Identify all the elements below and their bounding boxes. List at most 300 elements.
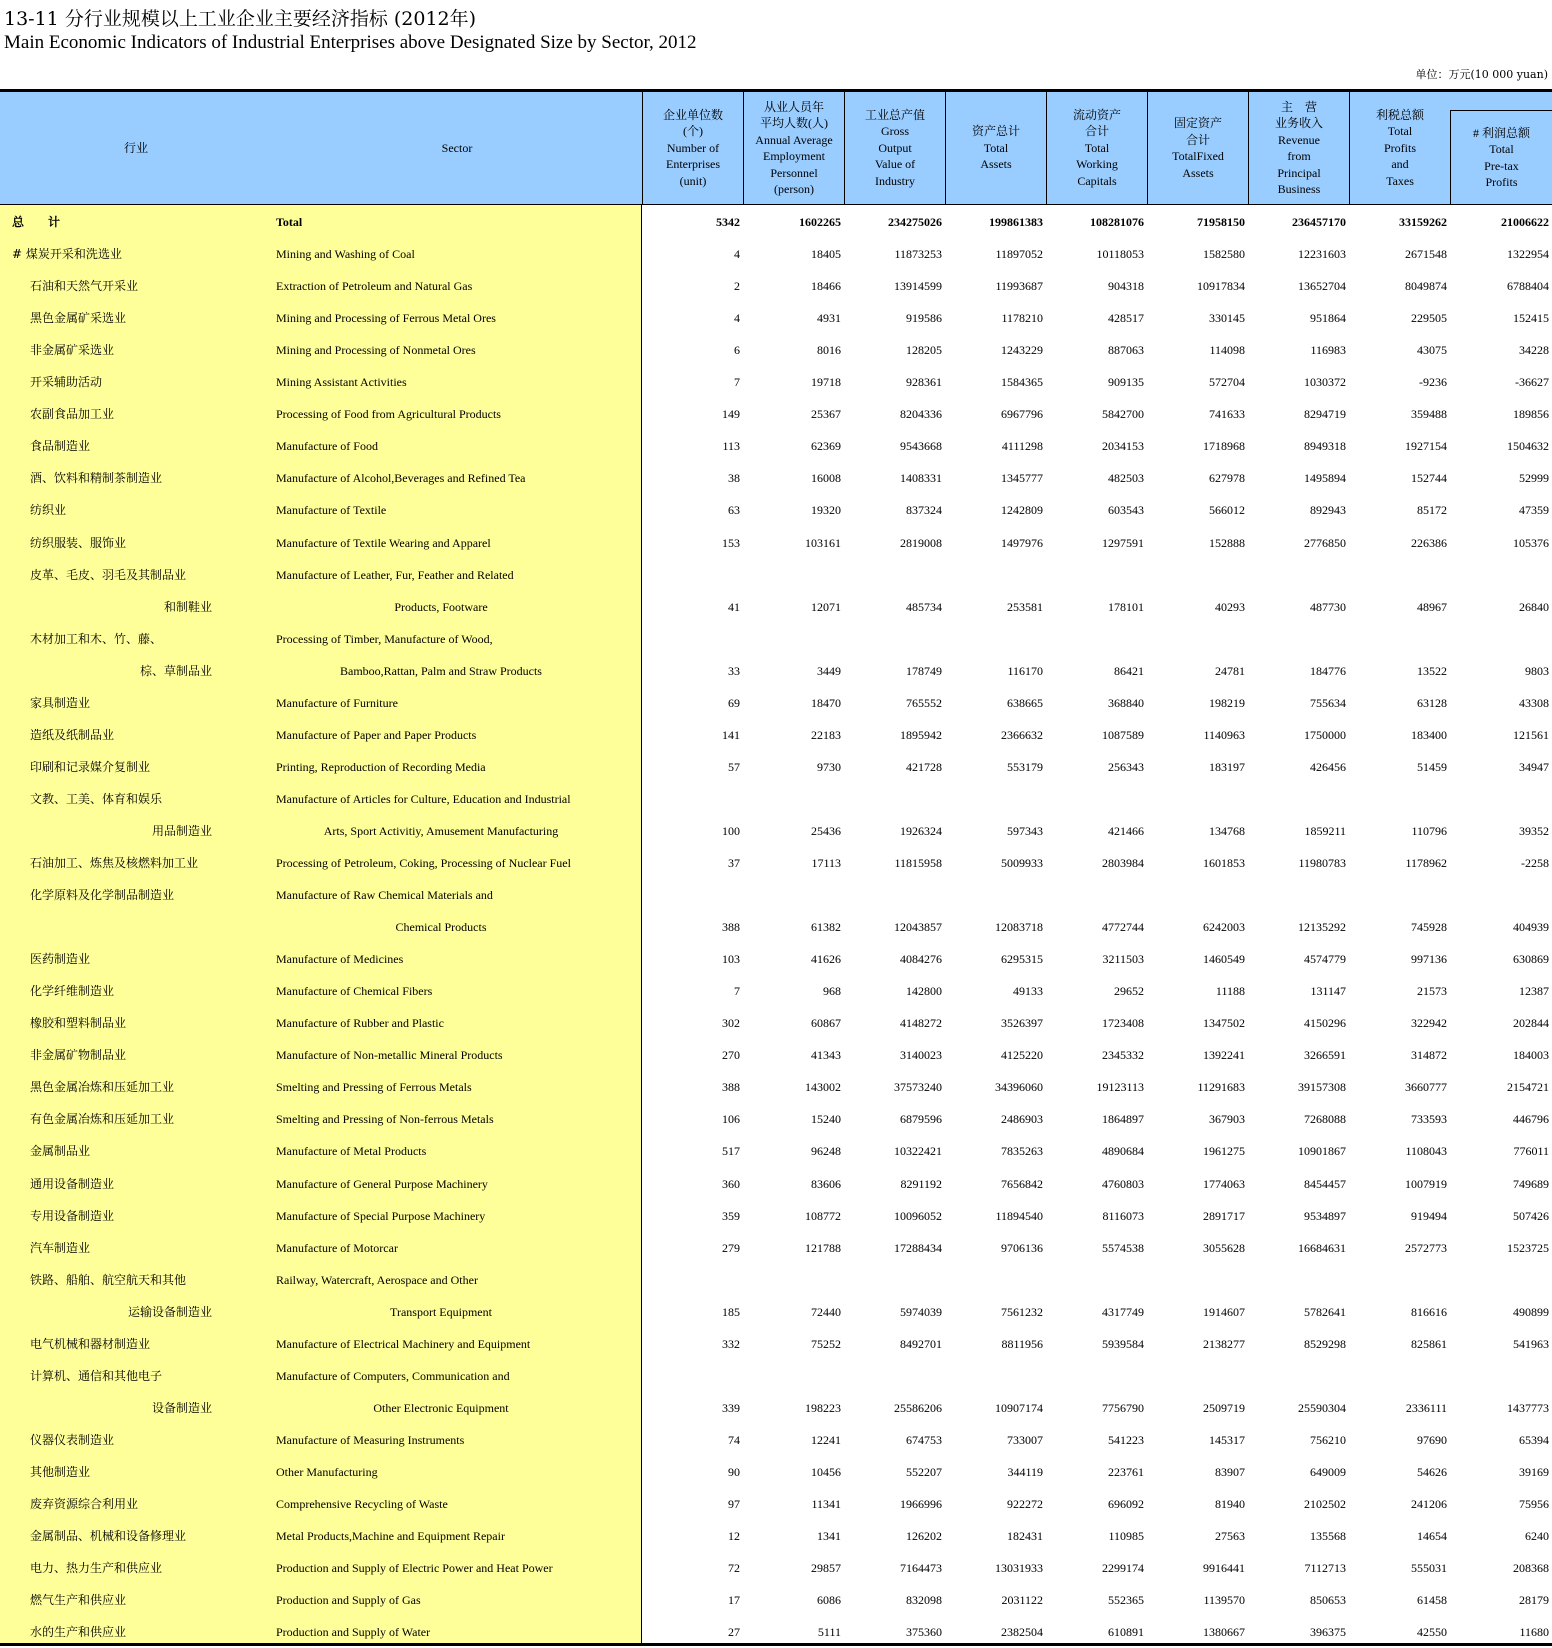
value-cell: 1242809 bbox=[1001, 503, 1043, 518]
sector-name-chinese: 仪器仪表制造业 bbox=[30, 1432, 115, 1447]
sector-name-english: Smelting and Pressing of Non-ferrous Metals bbox=[276, 1112, 494, 1127]
value-cell bbox=[1450, 1360, 1549, 1392]
value-cell: 145317 bbox=[1209, 1432, 1245, 1447]
value-cell: 18470 bbox=[811, 695, 841, 710]
value-cell: 1087589 bbox=[1102, 727, 1144, 742]
value-cell: 19718 bbox=[811, 375, 841, 390]
value-cell bbox=[1248, 1360, 1346, 1392]
value-cell bbox=[1248, 879, 1346, 911]
value-cell bbox=[1046, 783, 1144, 815]
sector-name-chinese: 开采辅助活动 bbox=[30, 375, 103, 390]
table-row bbox=[0, 366, 1552, 398]
value-cell: 1961275 bbox=[1203, 1144, 1245, 1159]
value-cell: 10456 bbox=[811, 1464, 841, 1479]
value-cell bbox=[1046, 559, 1144, 591]
value-cell: 60867 bbox=[811, 1016, 841, 1031]
sector-name-chinese: 非金属矿采选业 bbox=[30, 343, 115, 358]
value-cell: 37573240 bbox=[894, 1080, 942, 1095]
table-row bbox=[0, 623, 1552, 655]
column-header: 从业人员年 平均人数(人) Annual Average Employment Personnel (person) bbox=[743, 92, 844, 204]
table-row bbox=[0, 815, 1552, 847]
sector-name-english: Manufacture of Articles for Culture, Education and Industrial bbox=[276, 791, 571, 806]
value-cell: 8016 bbox=[817, 343, 841, 358]
value-cell: 627978 bbox=[1209, 471, 1245, 486]
unit-label: 单位：万元(10 000 yuan) bbox=[1415, 68, 1548, 81]
value-cell: 541223 bbox=[1108, 1432, 1144, 1447]
value-cell bbox=[743, 559, 841, 591]
value-cell: 2803984 bbox=[1102, 856, 1144, 870]
value-cell: 12071 bbox=[811, 599, 841, 614]
value-cell: 2 bbox=[734, 279, 740, 294]
value-cell: 97690 bbox=[1417, 1432, 1447, 1447]
value-cell: 1178210 bbox=[1001, 311, 1043, 326]
value-cell: 485734 bbox=[906, 599, 942, 614]
sector-name-english: Manufacture of Food bbox=[276, 439, 378, 454]
column-header: # 利润总额 Total Pre-tax Profits bbox=[1450, 110, 1552, 204]
value-cell: 51459 bbox=[1417, 759, 1447, 774]
value-cell: 375360 bbox=[906, 1625, 942, 1640]
table-row bbox=[0, 1135, 1552, 1167]
sector-name-chinese: 酒、饮料和精制茶制造业 bbox=[30, 471, 163, 486]
value-cell: 892943 bbox=[1310, 503, 1346, 518]
table-row bbox=[0, 1007, 1552, 1039]
value-cell: 1297591 bbox=[1102, 535, 1144, 550]
value-cell: 97 bbox=[728, 1497, 740, 1511]
value-cell: 1523725 bbox=[1507, 1240, 1549, 1255]
value-cell: 555031 bbox=[1411, 1561, 1447, 1576]
value-cell: 1895942 bbox=[900, 727, 942, 742]
value-cell: 63128 bbox=[1417, 695, 1447, 710]
value-cell: 13914599 bbox=[894, 279, 942, 294]
value-cell: 178749 bbox=[906, 663, 942, 678]
value-cell: -9236 bbox=[1419, 375, 1447, 390]
value-cell: 10901867 bbox=[1298, 1144, 1346, 1159]
value-cell: 745928 bbox=[1411, 920, 1447, 935]
value-cell bbox=[1248, 783, 1346, 815]
value-cell: 128205 bbox=[906, 343, 942, 358]
value-cell: 52999 bbox=[1519, 471, 1549, 486]
value-cell: 16008 bbox=[811, 471, 841, 486]
value-cell: 106 bbox=[722, 1112, 740, 1127]
sector-name-english: Manufacture of Textile Wearing and Apparel bbox=[276, 535, 491, 550]
value-cell: 4317749 bbox=[1102, 1304, 1144, 1319]
value-cell bbox=[1349, 1264, 1447, 1296]
value-cell: 951864 bbox=[1310, 311, 1346, 326]
value-cell bbox=[743, 1264, 841, 1296]
value-cell bbox=[1450, 559, 1549, 591]
value-cell: 2509719 bbox=[1203, 1400, 1245, 1415]
value-cell: 2572773 bbox=[1405, 1240, 1447, 1255]
value-cell: 21573 bbox=[1417, 984, 1447, 999]
value-cell bbox=[743, 1360, 841, 1392]
value-cell: 12387 bbox=[1519, 984, 1549, 999]
value-cell: 17 bbox=[728, 1593, 740, 1608]
sector-name-english: Other Manufacturing bbox=[276, 1464, 378, 1479]
value-cell: 184003 bbox=[1513, 1048, 1549, 1063]
value-cell: 121561 bbox=[1513, 727, 1549, 742]
value-cell: 1140963 bbox=[1203, 727, 1245, 742]
sector-name-english: Metal Products,Machine and Equipment Repair bbox=[276, 1529, 505, 1544]
value-cell: 322942 bbox=[1411, 1016, 1447, 1031]
sector-name-chinese: 石油和天然气开采业 bbox=[30, 279, 139, 294]
sector-name-english: Manufacture of Alcohol,Beverages and Refined Tea bbox=[276, 471, 526, 486]
sector-name-chinese: 家具制造业 bbox=[30, 695, 91, 710]
sector-name-chinese: 造纸及纸制品业 bbox=[30, 727, 115, 742]
table-row bbox=[0, 1039, 1552, 1071]
value-cell: 114098 bbox=[1209, 343, 1245, 358]
value-cell: 2382504 bbox=[1001, 1625, 1043, 1640]
value-cell bbox=[1349, 623, 1447, 655]
sector-name-chinese: 黑色金属冶炼和压延加工业 bbox=[30, 1080, 175, 1095]
value-cell: 1914607 bbox=[1203, 1304, 1245, 1319]
value-cell: 3526397 bbox=[1001, 1016, 1043, 1031]
column-header: 工业总产值 Gross Output Value of Industry bbox=[844, 92, 945, 204]
sector-name-chinese: 印刷和记录媒介复制业 bbox=[30, 759, 151, 774]
value-cell bbox=[1046, 623, 1144, 655]
value-cell: 5574538 bbox=[1102, 1240, 1144, 1255]
value-cell: 61458 bbox=[1417, 1593, 1447, 1608]
value-cell: 14654 bbox=[1417, 1529, 1447, 1544]
value-cell: 597343 bbox=[1007, 823, 1043, 838]
value-cell: 85172 bbox=[1417, 503, 1447, 518]
value-cell bbox=[1450, 623, 1549, 655]
value-cell: 11815958 bbox=[894, 856, 942, 870]
value-cell: 7112713 bbox=[1304, 1561, 1346, 1576]
table-row bbox=[0, 591, 1552, 623]
value-cell: 4111298 bbox=[1001, 439, 1043, 454]
value-cell: 8492701 bbox=[900, 1336, 942, 1351]
value-cell: 359 bbox=[722, 1208, 740, 1223]
value-cell: 108772 bbox=[805, 1208, 841, 1223]
value-cell: -2258 bbox=[1521, 856, 1549, 870]
value-cell: 223761 bbox=[1108, 1464, 1144, 1479]
value-cell: 776011 bbox=[1513, 1144, 1549, 1159]
value-cell: 552365 bbox=[1108, 1593, 1144, 1608]
value-cell: 39169 bbox=[1519, 1464, 1549, 1479]
value-cell: 253581 bbox=[1007, 599, 1043, 614]
value-cell: 71958150 bbox=[1197, 215, 1245, 229]
sector-name-english: Production and Supply of Electric Power and Heat Power bbox=[276, 1561, 553, 1576]
value-cell: 1718968 bbox=[1203, 439, 1245, 454]
value-cell: 344119 bbox=[1007, 1464, 1043, 1479]
value-cell: 17288434 bbox=[894, 1240, 942, 1255]
value-cell: 135568 bbox=[1310, 1529, 1346, 1544]
value-cell: 332 bbox=[722, 1336, 740, 1351]
value-cell: 199861383 bbox=[989, 215, 1043, 229]
value-cell: 816616 bbox=[1411, 1304, 1447, 1319]
value-cell: 153 bbox=[722, 535, 740, 550]
value-cell: 922272 bbox=[1007, 1497, 1043, 1511]
value-cell: 1139570 bbox=[1203, 1593, 1245, 1608]
value-cell: 108281076 bbox=[1090, 215, 1144, 229]
value-cell: 9916441 bbox=[1203, 1561, 1245, 1576]
value-cell: 7656842 bbox=[1001, 1176, 1043, 1191]
value-cell: 48967 bbox=[1417, 599, 1447, 614]
value-cell: 765552 bbox=[906, 695, 942, 710]
value-cell: 421466 bbox=[1108, 823, 1144, 838]
value-cell: -36627 bbox=[1515, 375, 1549, 390]
value-cell: 47359 bbox=[1519, 503, 1549, 518]
value-cell: 904318 bbox=[1108, 279, 1144, 294]
table-row bbox=[0, 1392, 1552, 1424]
value-cell: 1864897 bbox=[1102, 1112, 1144, 1127]
value-cell: 25586206 bbox=[894, 1400, 942, 1415]
value-cell: 487730 bbox=[1310, 599, 1346, 614]
table-row bbox=[0, 206, 1552, 238]
value-cell: 12135292 bbox=[1298, 920, 1346, 935]
sector-name-english: Smelting and Pressing of Ferrous Metals bbox=[276, 1080, 472, 1095]
table-row bbox=[0, 687, 1552, 719]
sector-name-chinese: 汽车制造业 bbox=[30, 1240, 91, 1255]
value-cell: 116983 bbox=[1310, 343, 1346, 358]
value-cell: 131147 bbox=[1310, 984, 1346, 999]
value-cell: 1108043 bbox=[1405, 1144, 1447, 1159]
sector-name-english: Manufacture of Medicines bbox=[276, 952, 404, 967]
value-cell: 74 bbox=[728, 1432, 740, 1447]
value-cell: 86421 bbox=[1114, 663, 1144, 678]
sector-name-chinese: 有色金属冶炼和压延加工业 bbox=[30, 1112, 175, 1127]
value-cell: 142800 bbox=[906, 984, 942, 999]
sector-name-english: Processing of Food from Agricultural Products bbox=[276, 407, 501, 422]
value-cell: 8049874 bbox=[1405, 279, 1447, 294]
value-cell bbox=[1349, 783, 1447, 815]
value-cell: 15240 bbox=[811, 1112, 841, 1127]
table-row bbox=[0, 719, 1552, 751]
value-cell: 4760803 bbox=[1102, 1176, 1144, 1191]
value-cell: 1859211 bbox=[1304, 823, 1346, 838]
value-cell: 5782641 bbox=[1304, 1304, 1346, 1319]
value-cell: 928361 bbox=[906, 375, 942, 390]
sector-name-chinese: 燃气生产和供应业 bbox=[30, 1593, 127, 1608]
sector-name-english: Manufacture of Computers, Communication and bbox=[276, 1368, 510, 1383]
sector-name-chinese bbox=[0, 911, 212, 943]
value-cell: 3211503 bbox=[1102, 952, 1144, 967]
sector-name-english: Mining and Processing of Nonmetal Ores bbox=[276, 343, 476, 358]
value-cell: 733593 bbox=[1411, 1112, 1447, 1127]
value-cell: 8291192 bbox=[900, 1176, 942, 1191]
value-cell: 2034153 bbox=[1102, 439, 1144, 454]
value-cell: 997136 bbox=[1411, 952, 1447, 967]
value-cell: 850653 bbox=[1310, 1593, 1346, 1608]
value-cell bbox=[1147, 559, 1245, 591]
sector-name-english: Mining and Washing of Coal bbox=[276, 247, 415, 262]
sector-name-english: Production and Supply of Water bbox=[276, 1625, 431, 1640]
value-cell: 2486903 bbox=[1001, 1112, 1043, 1127]
value-cell: 2299174 bbox=[1102, 1561, 1144, 1576]
value-cell: 134768 bbox=[1209, 823, 1245, 838]
sector-name-english: Processing of Timber, Manufacture of Wood, bbox=[276, 631, 493, 646]
sector-name-english: Railway, Watercraft, Aerospace and Other bbox=[276, 1272, 478, 1287]
sector-name-english: Manufacture of Metal Products bbox=[276, 1144, 427, 1159]
value-cell: 241206 bbox=[1411, 1497, 1447, 1511]
value-cell: 302 bbox=[722, 1016, 740, 1031]
value-cell bbox=[642, 1264, 740, 1296]
value-cell: 1345777 bbox=[1001, 471, 1043, 486]
column-header: Sector bbox=[441, 140, 473, 155]
value-cell: 9803 bbox=[1525, 663, 1549, 678]
value-cell: 38 bbox=[728, 471, 740, 486]
value-cell: 1774063 bbox=[1203, 1176, 1245, 1191]
value-cell: 7164473 bbox=[900, 1561, 942, 1576]
value-cell bbox=[945, 1264, 1043, 1296]
value-cell bbox=[1450, 1264, 1549, 1296]
value-cell: 10118053 bbox=[1096, 247, 1144, 262]
value-cell: 81940 bbox=[1215, 1497, 1245, 1511]
value-cell: 103 bbox=[722, 952, 740, 967]
table-row bbox=[0, 1552, 1552, 1584]
value-cell: 11341 bbox=[811, 1497, 841, 1511]
value-cell: 3449 bbox=[817, 663, 841, 678]
value-cell: 1347502 bbox=[1203, 1016, 1245, 1031]
value-cell: 404939 bbox=[1513, 920, 1549, 935]
value-cell: 482503 bbox=[1108, 471, 1144, 486]
value-cell: 1178962 bbox=[1405, 856, 1447, 870]
value-cell: 42550 bbox=[1417, 1625, 1447, 1640]
value-cell: 17113 bbox=[811, 856, 841, 870]
table-row bbox=[0, 783, 1552, 815]
value-cell: 57 bbox=[728, 759, 740, 774]
value-cell bbox=[1147, 623, 1245, 655]
value-cell: 4 bbox=[734, 311, 740, 326]
value-cell: 1723408 bbox=[1102, 1016, 1144, 1031]
value-cell: 2891717 bbox=[1203, 1208, 1245, 1223]
value-cell: 1007919 bbox=[1405, 1176, 1447, 1191]
value-cell: 1030372 bbox=[1304, 375, 1346, 390]
value-cell: 26840 bbox=[1519, 599, 1549, 614]
value-cell: 638665 bbox=[1007, 695, 1043, 710]
value-cell: 183400 bbox=[1411, 727, 1447, 742]
value-cell: 367903 bbox=[1209, 1112, 1245, 1127]
value-cell: 12 bbox=[728, 1529, 740, 1544]
value-cell bbox=[1147, 879, 1245, 911]
value-cell: 1927154 bbox=[1405, 439, 1447, 454]
table-row bbox=[0, 1168, 1552, 1200]
value-cell: 11894540 bbox=[995, 1208, 1043, 1223]
value-cell: 126202 bbox=[906, 1529, 942, 1544]
value-cell: 37 bbox=[728, 856, 740, 870]
value-cell: 11873253 bbox=[894, 247, 942, 262]
value-cell: 2031122 bbox=[1001, 1593, 1043, 1608]
value-cell: 152744 bbox=[1411, 471, 1447, 486]
table-row bbox=[0, 1296, 1552, 1328]
value-cell: 2671548 bbox=[1405, 247, 1447, 262]
column-header: 流动资产 合计 Total Working Capitals bbox=[1046, 92, 1147, 204]
value-cell: 8204336 bbox=[900, 407, 942, 422]
value-cell: 7835263 bbox=[1001, 1144, 1043, 1159]
value-cell bbox=[844, 783, 942, 815]
column-header: 企业单位数 (个) Number of Enterprises (unit) bbox=[642, 92, 743, 204]
value-cell: 43308 bbox=[1519, 695, 1549, 710]
value-cell: 183197 bbox=[1209, 759, 1245, 774]
sector-name-chinese: 专用设备制造业 bbox=[30, 1208, 115, 1223]
value-cell: 6240 bbox=[1525, 1529, 1549, 1544]
value-cell: 5842700 bbox=[1102, 407, 1144, 422]
value-cell: 4125220 bbox=[1001, 1048, 1043, 1063]
sector-name-english: Manufacture of Textile bbox=[276, 503, 387, 518]
sector-name-chinese: 黑色金属矿采选业 bbox=[30, 311, 127, 326]
table-row bbox=[0, 462, 1552, 494]
table-row bbox=[0, 1424, 1552, 1456]
value-cell: 143002 bbox=[805, 1080, 841, 1095]
value-cell: 13031933 bbox=[995, 1561, 1043, 1576]
value-cell bbox=[1248, 1264, 1346, 1296]
value-cell: 2138277 bbox=[1203, 1336, 1245, 1351]
value-cell: 755634 bbox=[1310, 695, 1346, 710]
value-cell: 1437773 bbox=[1507, 1400, 1549, 1415]
value-cell: 8116073 bbox=[1102, 1208, 1144, 1223]
value-cell: 8811956 bbox=[1001, 1336, 1043, 1351]
sector-name-chinese: 纺织服装、服饰业 bbox=[30, 535, 127, 550]
value-cell: 19123113 bbox=[1096, 1080, 1144, 1095]
value-cell: 279 bbox=[722, 1240, 740, 1255]
value-cell: 2366632 bbox=[1001, 727, 1043, 742]
value-cell: 3055628 bbox=[1203, 1240, 1245, 1255]
value-cell: 541963 bbox=[1513, 1336, 1549, 1351]
value-cell: 49133 bbox=[1013, 984, 1043, 999]
value-cell bbox=[1248, 623, 1346, 655]
sector-name-english: Products, Footware bbox=[394, 599, 488, 614]
value-cell: 21006622 bbox=[1501, 215, 1549, 229]
value-cell: 517 bbox=[722, 1144, 740, 1159]
value-cell: 27 bbox=[728, 1625, 740, 1640]
value-cell: 6788404 bbox=[1507, 279, 1549, 294]
value-cell: 103161 bbox=[805, 535, 841, 550]
value-cell: 7 bbox=[734, 375, 740, 390]
sector-name-chinese: 电气机械和器材制造业 bbox=[30, 1336, 151, 1351]
value-cell: 7268088 bbox=[1304, 1112, 1346, 1127]
value-cell: 75252 bbox=[811, 1336, 841, 1351]
column-header: 利税总额 Total Profits and Taxes bbox=[1349, 92, 1450, 204]
value-cell: 674753 bbox=[906, 1432, 942, 1447]
sector-name-chinese: 通用设备制造业 bbox=[30, 1176, 115, 1191]
value-cell: 2819008 bbox=[900, 535, 942, 550]
value-cell: 359488 bbox=[1411, 407, 1447, 422]
value-cell bbox=[1349, 559, 1447, 591]
sector-name-chinese: # 煤炭开采和洗选业 bbox=[12, 247, 122, 262]
sector-name-english: Transport Equipment bbox=[390, 1304, 492, 1319]
value-cell: 178101 bbox=[1108, 599, 1144, 614]
table-row bbox=[0, 655, 1552, 687]
value-cell: 696092 bbox=[1108, 1497, 1144, 1511]
value-cell: 1750000 bbox=[1304, 727, 1346, 742]
table-row bbox=[0, 270, 1552, 302]
value-cell: 1926324 bbox=[900, 823, 942, 838]
value-cell: 18405 bbox=[811, 247, 841, 262]
value-cell: 96248 bbox=[811, 1144, 841, 1159]
sector-name-chinese: 农副食品加工业 bbox=[30, 407, 115, 422]
value-cell: 968 bbox=[823, 984, 841, 999]
value-cell bbox=[844, 559, 942, 591]
sector-name-chinese: 橡胶和塑料制品业 bbox=[30, 1016, 127, 1031]
value-cell: 314872 bbox=[1411, 1048, 1447, 1063]
value-cell: 72440 bbox=[811, 1304, 841, 1319]
table-row bbox=[0, 302, 1552, 334]
table-header bbox=[0, 92, 1552, 204]
value-cell: 6242003 bbox=[1203, 920, 1245, 935]
value-cell: 62369 bbox=[811, 439, 841, 454]
value-cell: 3660777 bbox=[1405, 1080, 1447, 1095]
sector-name-english: Manufacture of Rubber and Plastic bbox=[276, 1016, 444, 1031]
value-cell: 603543 bbox=[1108, 503, 1144, 518]
value-cell: 7 bbox=[734, 984, 740, 999]
sector-name-english: Arts, Sport Activitiy, Amusement Manufacturing bbox=[323, 823, 559, 838]
value-cell: 100 bbox=[722, 823, 740, 838]
sector-name-chinese: 金属制品业 bbox=[30, 1144, 91, 1159]
value-cell: 1582580 bbox=[1203, 247, 1245, 262]
value-cell: 4890684 bbox=[1102, 1144, 1144, 1159]
sector-name-chinese: 金属制品、机械和设备修理业 bbox=[30, 1529, 187, 1544]
table-row bbox=[0, 1200, 1552, 1232]
